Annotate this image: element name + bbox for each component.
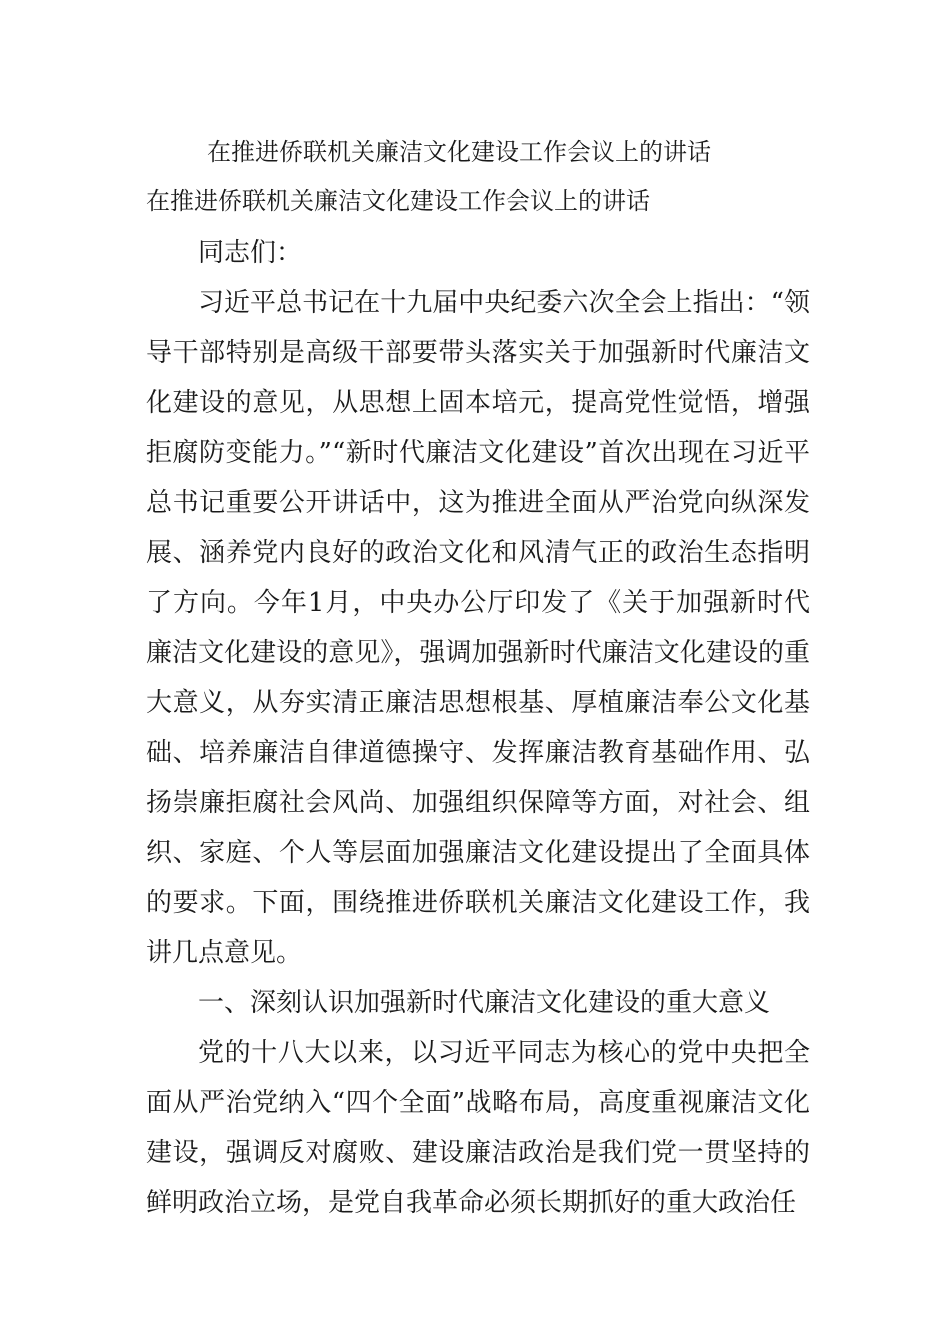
section-heading: 一、深刻认识加强新时代廉洁文化建设的重大意义	[198, 988, 771, 1018]
document-title: 在推进侨联机关廉洁文化建设工作会议上的讲话	[207, 138, 711, 166]
document-subtitle: 在推进侨联机关廉洁文化建设工作会议上的讲话	[146, 187, 650, 215]
section-paragraph: 党的十八大以来，以习近平同志为核心的党中央把全面从严治党纳入“四个全面”战略布局，高度重视廉洁文化建设，强调反对腐败、建设廉洁政治是我们党一贯坚持的鲜明政治立场，是党自我革命必须长期抓好的重大政治任	[146, 1038, 810, 1218]
salutation: 同志们：	[198, 238, 303, 268]
body-paragraph: 习近平总书记在十九届中央纪委六次全会上指出：“领导干部特别是高级干部要带头落实关于加强新时代廉洁文化建设的意见，从思想上固本培元，提高党性觉悟，增强拒腐防变能力。”“新时代廉洁文化建设”首次出现在习近平总书记重要公开讲话中，这为推进全面从严治党向纵深发展、涵养党内良好的政治文化和风清气正的政治生态指明了方向。今年1月，中央办公厅印发了《关于加强新时代廉洁文化建设的意见》，强调加强新时代廉洁文化建设的重大意义，从夯实清正廉洁思想根基、厚植廉洁奉公文化基础、培养廉洁自律道德操守、发挥廉洁教育基础作用、弘扬崇廉拒腐社会风尚、加强组织保障等方面，对社会、组织、家庭、个人等层面加强廉洁文化建设提出了全面具体的要求。下面，围绕推进侨联机关廉洁文化建设工作，我讲几点意见。	[146, 288, 810, 968]
document-body	[146, 228, 810, 1228]
